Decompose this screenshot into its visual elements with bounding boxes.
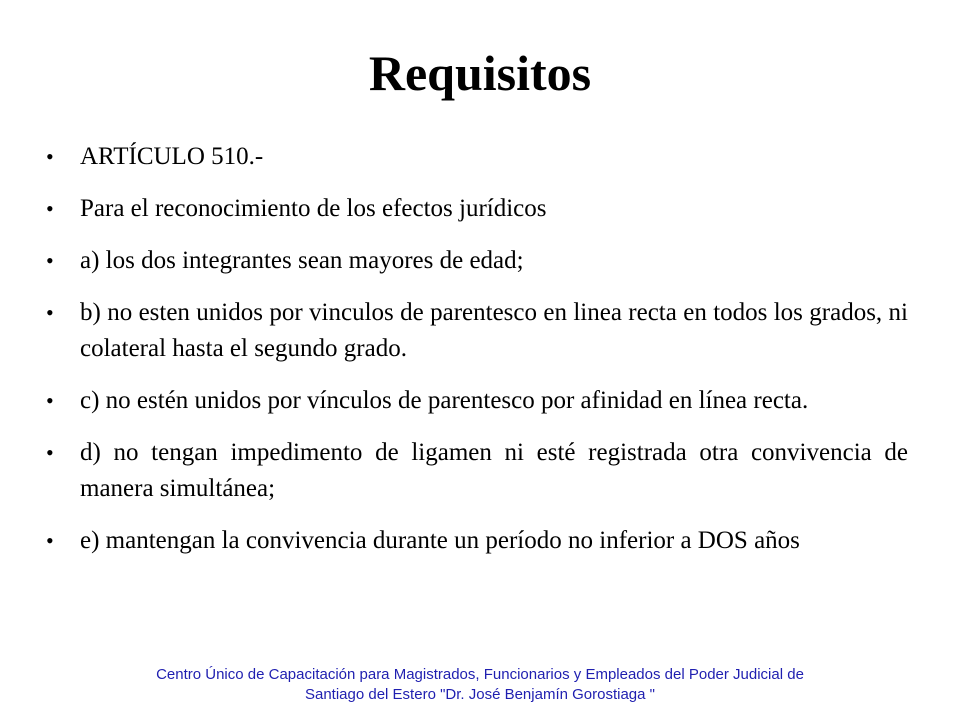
footer-line-1: Centro Único de Capacitación para Magistrados, Funcionarios y Empleados del Poder Judicial de bbox=[156, 666, 804, 683]
list-item bbox=[46, 435, 908, 507]
list-item bbox=[46, 139, 908, 175]
list-item bbox=[46, 191, 908, 227]
list-item bbox=[46, 295, 908, 367]
list-item-text: ARTÍCULO 510.- bbox=[80, 143, 264, 170]
slide-title: Requisitos bbox=[368, 45, 592, 101]
list-item bbox=[46, 383, 908, 419]
list-item bbox=[46, 523, 908, 559]
bullet-icon: • bbox=[46, 388, 54, 413]
bullet-icon: • bbox=[46, 528, 54, 553]
bullet-icon: • bbox=[46, 196, 54, 221]
bullet-icon: • bbox=[46, 300, 54, 325]
list-item-text: a) los dos integrantes sean mayores de edad; bbox=[80, 247, 524, 274]
list-item-text: e) mantengan la convivencia durante un período no inferior a DOS años bbox=[80, 527, 800, 554]
bullet-icon: • bbox=[46, 144, 54, 169]
bullet-icon: • bbox=[46, 248, 54, 273]
list-item-text: Para el reconocimiento de los efectos jurídicos bbox=[80, 195, 547, 222]
list-item-text: b) no esten unidos por vinculos de parentesco en linea recta en todos los grados, ni colateral hasta el segundo grado. bbox=[80, 299, 908, 362]
bullet-list bbox=[46, 139, 908, 575]
footer-line-2: Santiago del Estero "Dr. José Benjamín Gorostiaga " bbox=[304, 686, 655, 703]
footer bbox=[0, 665, 960, 705]
list-item-text: c) no estén unidos por vínculos de parentesco por afinidad en línea recta. bbox=[80, 387, 809, 414]
list-item-text: d) no tengan impedimento de ligamen ni esté registrada otra convivencia de manera simultánea; bbox=[80, 439, 908, 502]
list-item bbox=[46, 243, 908, 279]
bullet-icon: • bbox=[46, 440, 54, 465]
